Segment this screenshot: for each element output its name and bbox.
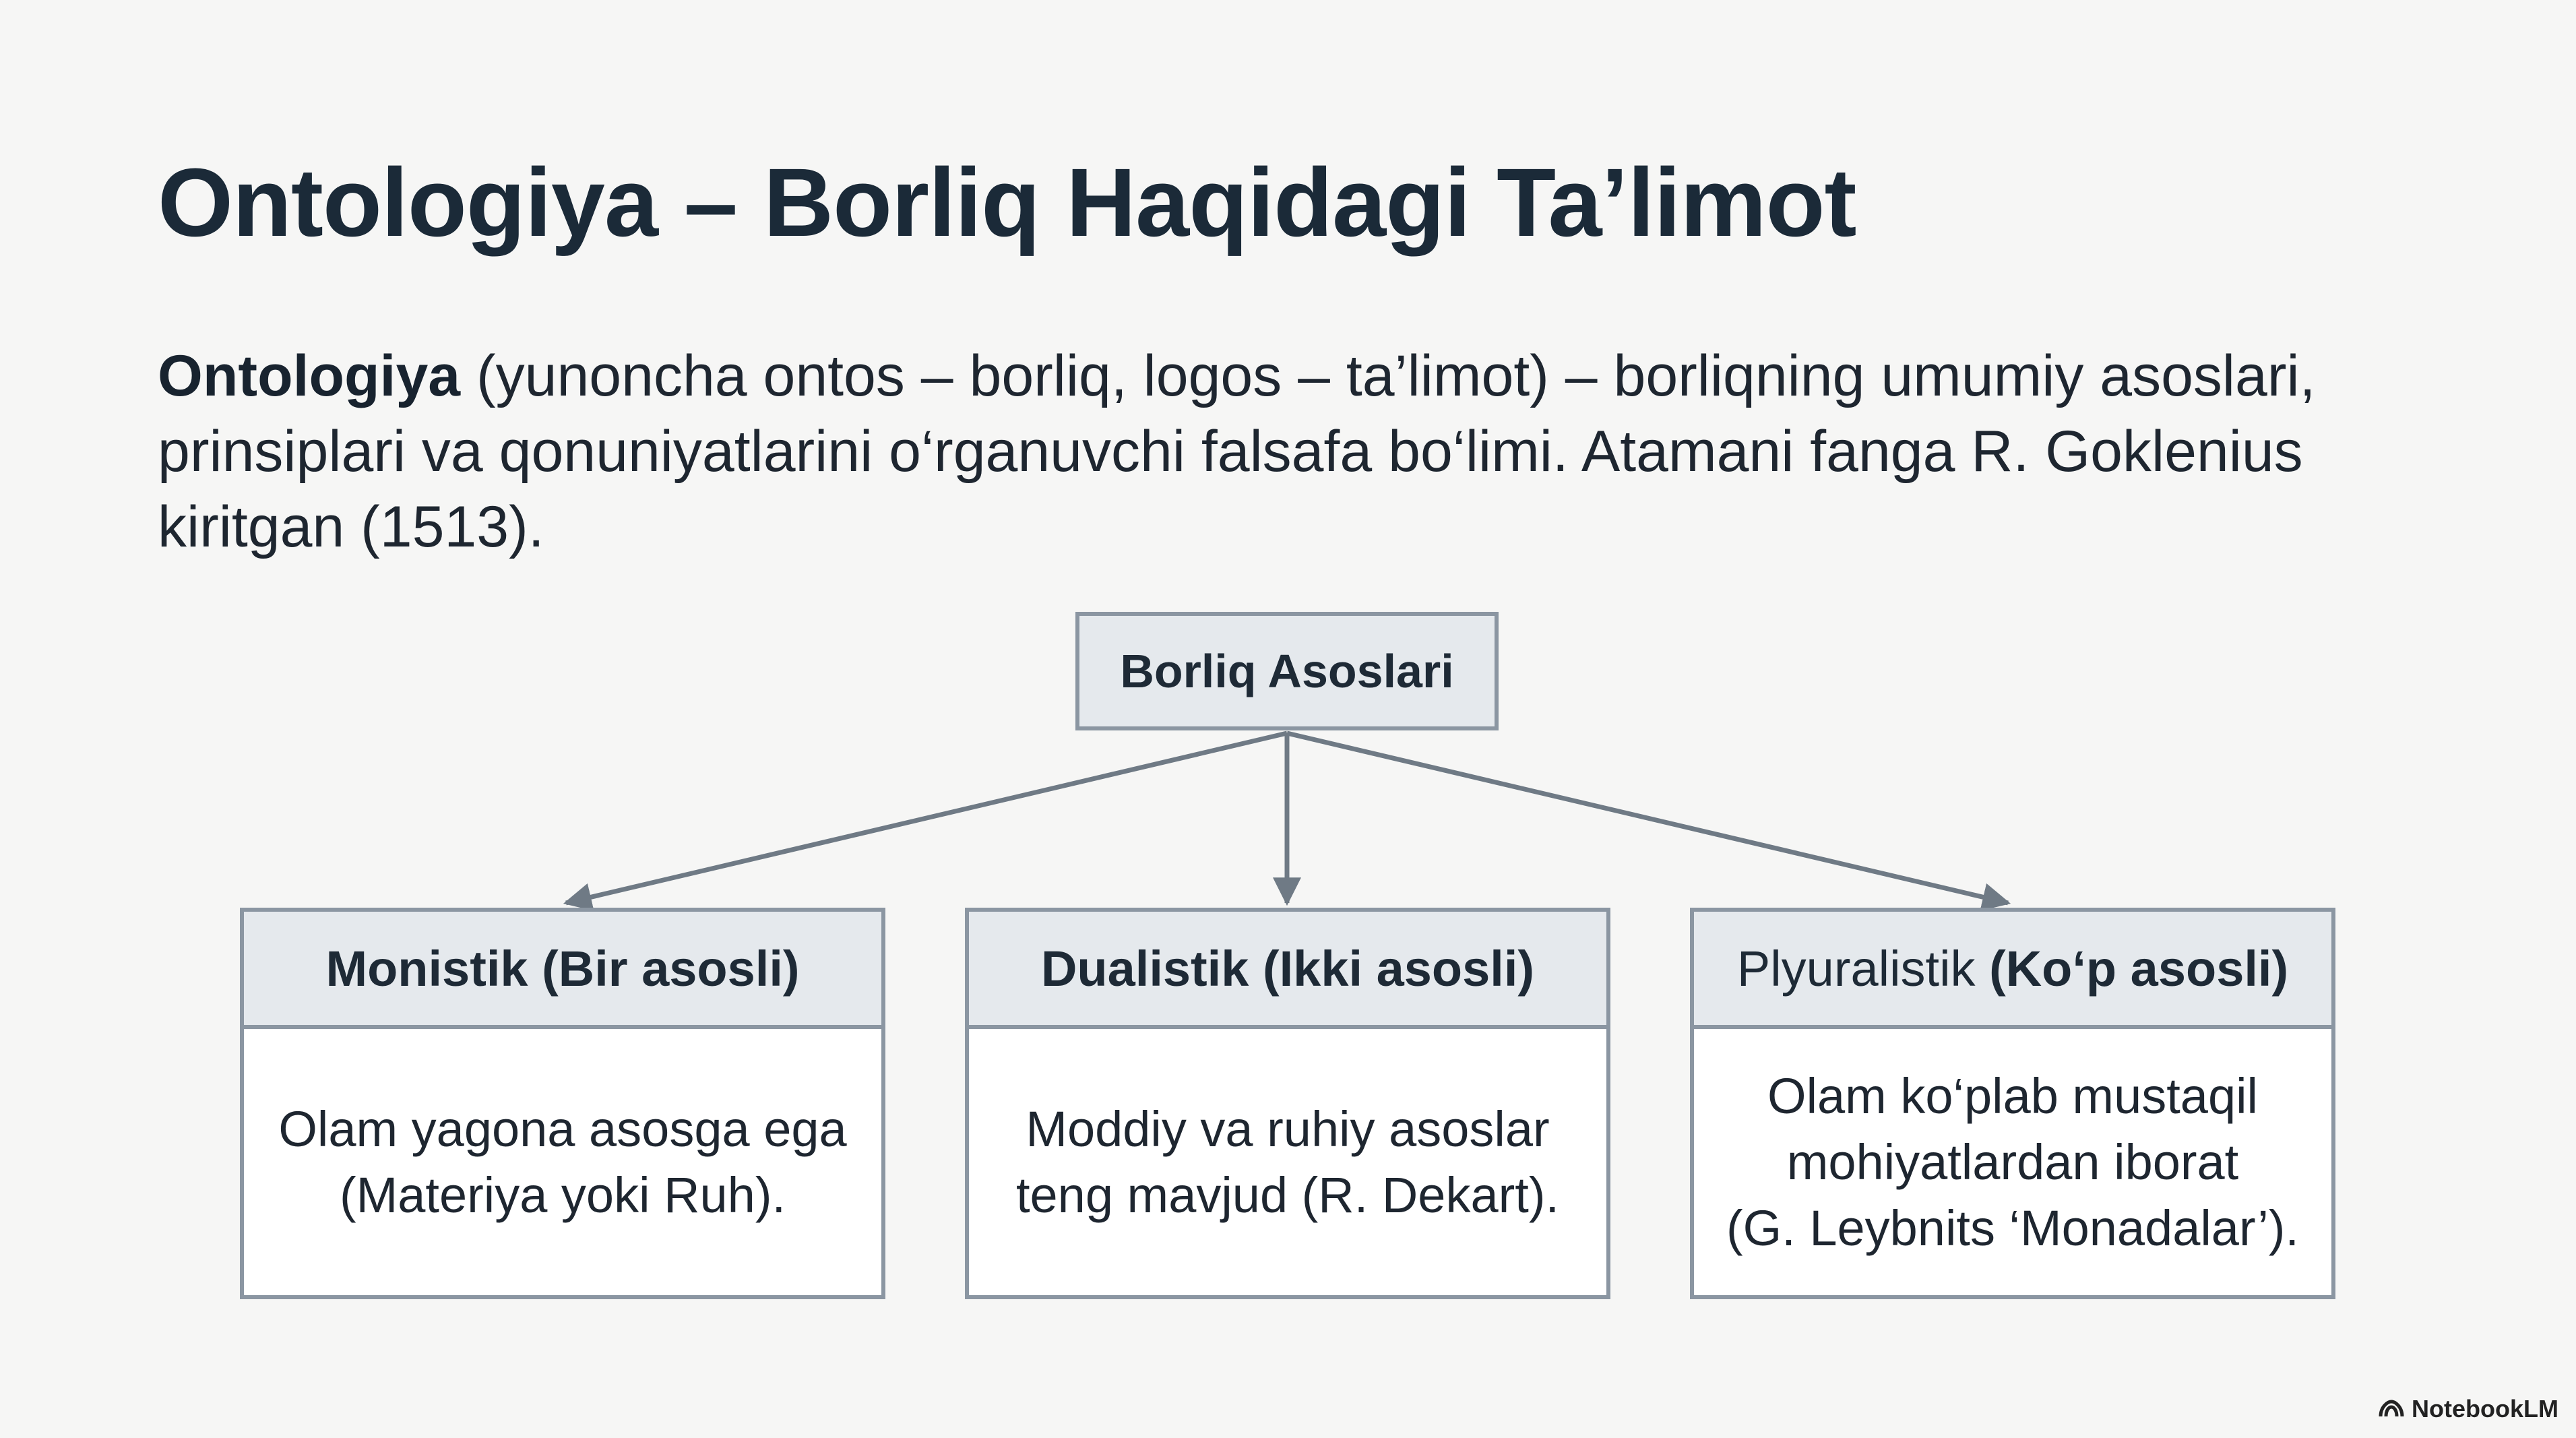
branch-dualistic-title: Dualistik (Ikki asosli) (1040, 940, 1535, 997)
branch-monistic-body (244, 1029, 881, 1295)
branch-pluralistic-title-plain: Plyuralistik (1736, 940, 1990, 997)
branch-dualistic (965, 908, 1610, 1299)
intro-text: (yunoncha ontos – borliq, logos – ta’limot) – borliqning umumiy asoslari, prinsiplari va qonuniyatlarini o‘rganuvchi falsafa bo‘limi. Atamani fanga R. Goklenius kiritgan (1513). (158, 344, 2316, 559)
branch-dualistic-text: Moddiy va ruhiy asoslar teng mavjud (R. Dekart). (1015, 1100, 1560, 1223)
branch-pluralistic-title-bold: (Ko‘p asosli) (1989, 940, 2289, 997)
connector-left (566, 733, 1287, 903)
branch-pluralistic-body (1694, 1029, 2331, 1295)
branch-pluralistic-text: Olam ko‘plab mustaqil mohiyatlardan iborat (G. Leybnits ‘Monadalar’). (1726, 1067, 2299, 1256)
notebooklm-watermark (2378, 1395, 2558, 1423)
root-node (1075, 612, 1499, 730)
branch-dualistic-body (969, 1029, 1606, 1295)
notebooklm-logo-icon (2378, 1399, 2405, 1419)
watermark-label: NotebookLM (2412, 1395, 2558, 1423)
branch-monistic-text: Olam yagona asosga ega (Materiya yoki Ruh). (278, 1100, 847, 1223)
branch-pluralistic (1690, 908, 2335, 1299)
branch-monistic-header (244, 912, 881, 1029)
branch-dualistic-header (969, 912, 1606, 1029)
intro-term: Ontologiya (158, 344, 461, 408)
slide-title: Ontologiya – Borliq Haqidagi Ta’limot (158, 148, 1856, 257)
branch-monistic (240, 908, 885, 1299)
branch-monistic-title: Monistik (Bir asosli) (325, 940, 800, 997)
root-node-label: Borliq Asoslari (1120, 645, 1454, 697)
branch-pluralistic-header (1694, 912, 2331, 1029)
connector-right (1287, 733, 2008, 903)
